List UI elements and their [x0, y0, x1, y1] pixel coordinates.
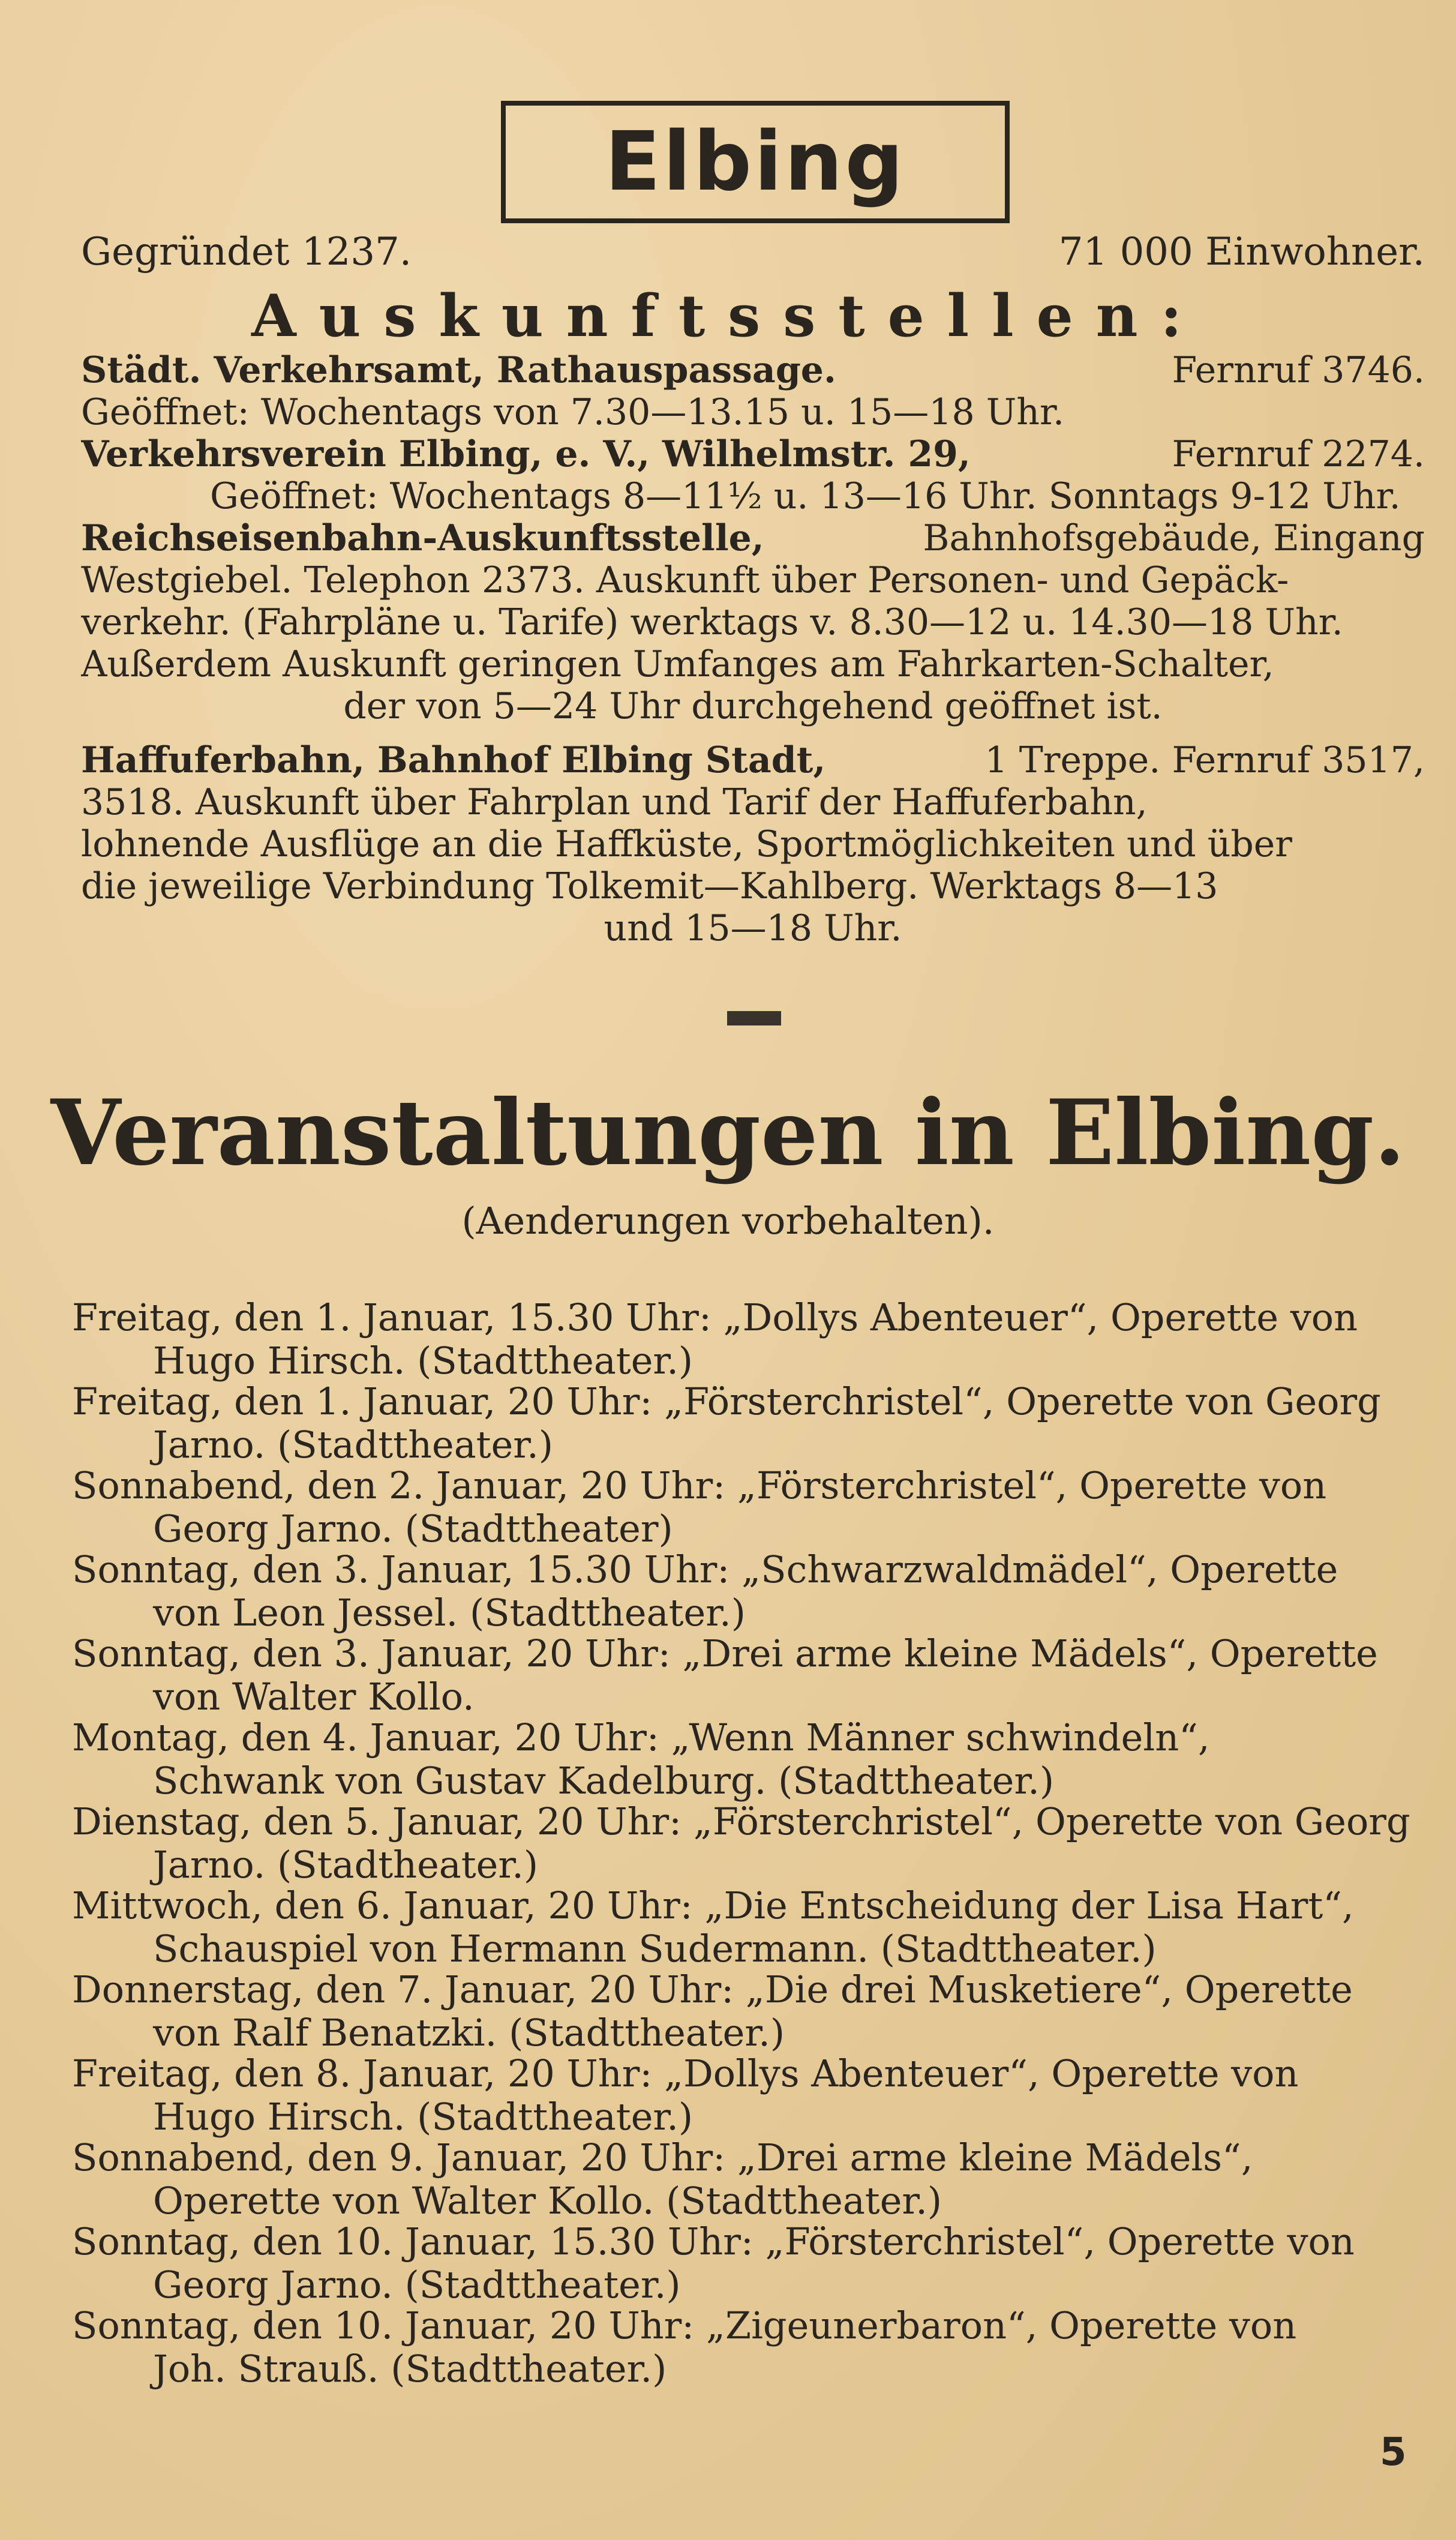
- info-line: [81, 433, 1425, 475]
- info-line: [81, 865, 1425, 907]
- info-line-text: lohnende Ausflüge an die Haffküste, Sportmöglichkeiten und über: [81, 823, 1292, 865]
- event-line-cont: Operette von Walter Kollo. (Stadttheater.): [153, 2179, 942, 2223]
- event-line: Sonntag, den 3. Januar, 20 Uhr: „Drei arme kleine Mädels“, Operette: [72, 1632, 1378, 1675]
- event-item: [72, 1716, 1425, 1803]
- event-line-cont: von Leon Jessel. (Stadttheater.): [153, 1591, 746, 1635]
- event-item: [72, 2136, 1425, 2223]
- event-item: [72, 1884, 1425, 1971]
- event-line: Sonnabend, den 2. Januar, 20 Uhr: „Försterchristel“, Operette von: [72, 1464, 1327, 1507]
- event-line: Sonnabend, den 9. Januar, 20 Uhr: „Drei arme kleine Mädels“,: [72, 2136, 1253, 2179]
- info-line-text: verkehr. (Fahrpläne u. Tarife) werktags v. 8.30—12 u. 14.30—18 Uhr.: [81, 601, 1343, 643]
- event-line: Freitag, den 8. Januar, 20 Uhr: „Dollys Abenteuer“, Operette von: [72, 2052, 1299, 2095]
- info-line: [81, 349, 1425, 391]
- info-line: [81, 391, 1425, 433]
- event-line-cont: Hugo Hirsch. (Stadttheater.): [153, 1339, 694, 1383]
- event-line-cont: Schwank von Gustav Kadelburg. (Stadttheater.): [153, 1759, 1055, 1803]
- event-line: Sonntag, den 10. Januar, 15.30 Uhr: „Försterchristel“, Operette von: [72, 2220, 1355, 2263]
- event-line-cont: Jarno. (Stadtheater.): [153, 1843, 539, 1887]
- event-line: Donnerstag, den 7. Januar, 20 Uhr: „Die drei Musketiere“, Operette: [72, 1968, 1353, 2011]
- info-line: [210, 475, 1425, 517]
- info-line-text: der von 5—24 Uhr durchgehend geöffnet ist.: [343, 685, 1163, 727]
- event-line: Sonntag, den 10. Januar, 20 Uhr: „Zigeunerbaron“, Operette von: [72, 2304, 1297, 2347]
- event-item: [72, 2304, 1425, 2391]
- info-line-bold: Städt. Verkehrsamt, Rathauspassage.: [81, 349, 836, 391]
- event-line-cont: Hugo Hirsch. (Stadttheater.): [153, 2095, 694, 2139]
- founded-text: Gegründet 1237.: [81, 230, 412, 274]
- divider: [727, 1011, 781, 1025]
- info-line-text: Fernruf 3746.: [1172, 349, 1425, 391]
- info-line-text: Geöffnet: Wochentags 8—11½ u. 13—16 Uhr. Sonntags 9-12 Uhr.: [210, 475, 1401, 517]
- founding-row: [81, 230, 1425, 274]
- info-line: [81, 781, 1425, 823]
- page-number: 5: [1380, 2430, 1407, 2475]
- event-item: [72, 1632, 1425, 1719]
- event-item: [72, 1548, 1425, 1635]
- event-line-cont: Schauspiel von Hermann Sudermann. (Stadttheater.): [153, 1927, 1157, 1971]
- event-line-cont: Joh. Strauß. (Stadttheater.): [153, 2347, 667, 2391]
- info-line-bold: Haffuferbahn, Bahnhof Elbing Stadt,: [81, 739, 826, 781]
- info-line-bold: Verkehrsverein Elbing, e. V., Wilhelmstr. 29,: [81, 433, 971, 475]
- event-line-cont: Georg Jarno. (Stadttheater.): [153, 2263, 681, 2307]
- info-line: [81, 907, 1425, 949]
- info-line-bold: Reichseisenbahn-Auskunftsstelle,: [81, 517, 764, 559]
- info-line-text: Westgiebel. Telephon 2373. Auskunft über Personen- und Gepäck-: [81, 559, 1289, 601]
- info-line: [81, 517, 1425, 559]
- event-item: [72, 1968, 1425, 2055]
- info-heading: Auskunftsstellen:: [251, 282, 1205, 350]
- event-line: Freitag, den 1. Januar, 15.30 Uhr: „Dollys Abenteuer“, Operette von: [72, 1296, 1358, 1339]
- info-line: [81, 739, 1425, 781]
- event-item: [72, 1464, 1425, 1551]
- population-text: 71 000 Einwohner.: [1058, 230, 1425, 274]
- event-item: [72, 2052, 1425, 2139]
- event-line: Freitag, den 1. Januar, 20 Uhr: „Försterchristel“, Operette von Georg: [72, 1380, 1381, 1423]
- info-line-text: Außerdem Auskunft geringen Umfanges am Fahrkarten-Schalter,: [81, 643, 1274, 685]
- info-line-text: und 15—18 Uhr.: [604, 907, 902, 949]
- info-line: [81, 685, 1425, 727]
- event-line-cont: Georg Jarno. (Stadttheater): [153, 1507, 673, 1551]
- info-line-text: Geöffnet: Wochentags von 7.30—13.15 u. 15—18 Uhr.: [81, 391, 1065, 433]
- info-line-text: die jeweilige Verbindung Tolkemit—Kahlberg. Werktags 8—13: [81, 865, 1218, 907]
- info-line-text: 1 Treppe. Fernruf 3517,: [984, 739, 1425, 781]
- event-line: Dienstag, den 5. Januar, 20 Uhr: „Försterchristel“, Operette von Georg: [72, 1800, 1410, 1843]
- info-line: [81, 559, 1425, 601]
- event-line-cont: von Walter Kollo.: [153, 1675, 475, 1719]
- title-box: [501, 101, 1010, 223]
- event-line: Montag, den 4. Januar, 20 Uhr: „Wenn Männer schwindeln“,: [72, 1716, 1210, 1759]
- event-line-cont: Jarno. (Stadttheater.): [153, 1423, 554, 1467]
- event-item: [72, 1296, 1425, 1383]
- page-title: Elbing: [605, 115, 906, 209]
- event-item: [72, 1800, 1425, 1887]
- info-line: [81, 823, 1425, 865]
- info-line-text: Fernruf 2274.: [1172, 433, 1425, 475]
- event-line-cont: von Ralf Benatzki. (Stadttheater.): [153, 2011, 785, 2055]
- events-subheading: (Aenderungen vorbehalten).: [461, 1199, 995, 1243]
- event-line: Mittwoch, den 6. Januar, 20 Uhr: „Die Entscheidung der Lisa Hart“,: [72, 1884, 1354, 1927]
- info-line: [81, 643, 1425, 685]
- event-item: [72, 2220, 1425, 2307]
- event-line: Sonntag, den 3. Januar, 15.30 Uhr: „Schwarzwaldmädel“, Operette: [72, 1548, 1338, 1591]
- info-line: [81, 601, 1425, 643]
- info-line-text: 3518. Auskunft über Fahrplan und Tarif der Haffuferbahn,: [81, 781, 1148, 823]
- events-heading: Veranstaltungen in Elbing.: [50, 1080, 1406, 1186]
- info-line-text: Bahnhofsgebäude, Eingang: [923, 517, 1425, 559]
- event-item: [72, 1380, 1425, 1467]
